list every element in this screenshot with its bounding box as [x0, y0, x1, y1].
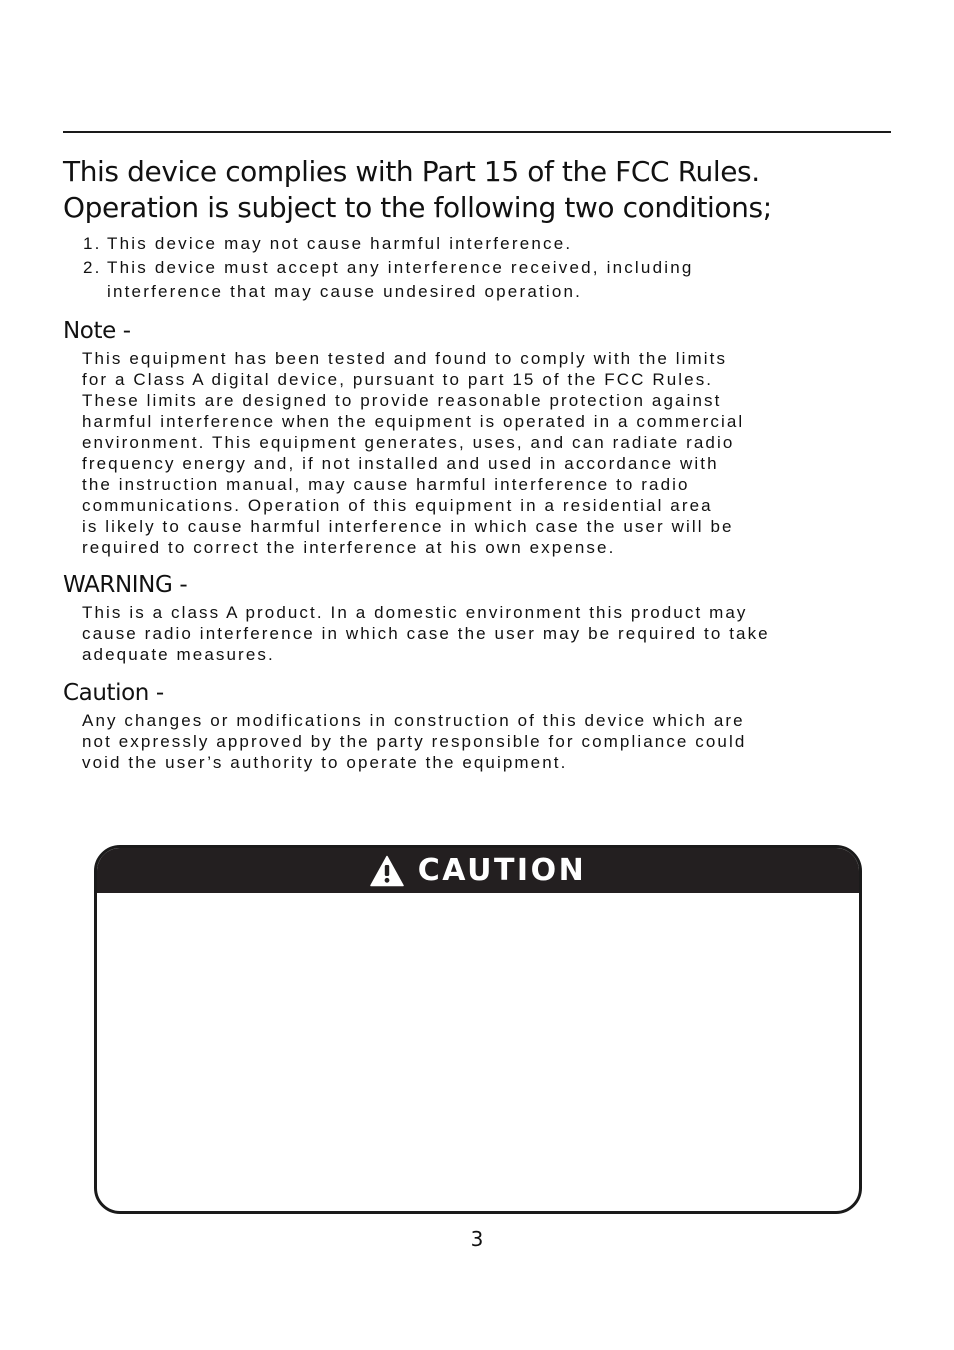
- page-number: 3: [470, 1227, 484, 1251]
- note-line: communications. Operation of this equipment in a residential area: [82, 496, 713, 515]
- note-line: for a Class A digital device, pursuant to part 15 of the FCC Rules.: [82, 370, 714, 389]
- warning-heading: WARNING -: [63, 572, 188, 598]
- heading-line-2: Operation is subject to the following two conditions;: [63, 191, 772, 224]
- caution-banner-label: CAUTION: [417, 853, 587, 888]
- note-line: This equipment has been tested and found to comply with the limits: [82, 349, 728, 368]
- warning-body: [82, 602, 770, 665]
- caution-heading: Caution -: [63, 680, 164, 706]
- caution-banner: [97, 848, 859, 893]
- caution-body: [82, 710, 746, 773]
- warning-line: This is a class A product. In a domestic environment this product may: [82, 603, 748, 622]
- condition-number: 2.: [83, 258, 102, 277]
- condition-text: This device must accept any interference received, including: [107, 258, 694, 277]
- note-line: These limits are designed to provide reasonable protection against: [82, 391, 722, 410]
- note-line: harmful interference when the equipment is operated in a commercial: [82, 412, 745, 431]
- heading-line-1: This device complies with Part 15 of the FCC Rules.: [63, 155, 760, 188]
- note-line: is likely to cause harmful interference in which case the user will be: [82, 517, 734, 536]
- conditions-list: [83, 232, 694, 304]
- note-line: the instruction manual, may cause harmful interference to radio: [82, 475, 690, 494]
- note-heading: Note -: [63, 318, 131, 344]
- fcc-compliance-heading: [63, 154, 772, 226]
- warning-line: adequate measures.: [82, 645, 275, 664]
- note-body: [82, 348, 744, 558]
- caution-line: void the user’s authority to operate the equipment.: [82, 753, 568, 772]
- caution-line: not expressly approved by the party responsible for compliance could: [82, 732, 747, 751]
- caution-line: Any changes or modifications in construction of this device which are: [82, 711, 745, 730]
- note-line: required to correct the interference at his own expense.: [82, 538, 616, 557]
- note-line: environment. This equipment generates, uses, and can radiate radio: [82, 433, 735, 452]
- condition-number: 1.: [83, 234, 102, 253]
- condition-text: This device may not cause harmful interference.: [107, 234, 573, 253]
- condition-item-2-continued: interference that may cause undesired operation.: [107, 282, 583, 301]
- warning-triangle-icon: [370, 855, 404, 887]
- caution-label-box: [94, 845, 862, 1214]
- note-line: frequency energy and, if not installed and used in accordance with: [82, 454, 719, 473]
- top-divider: [63, 131, 891, 133]
- warning-line: cause radio interference in which case the user may be required to take: [82, 624, 770, 643]
- condition-item-2: [83, 256, 694, 280]
- condition-item-1: [83, 232, 694, 256]
